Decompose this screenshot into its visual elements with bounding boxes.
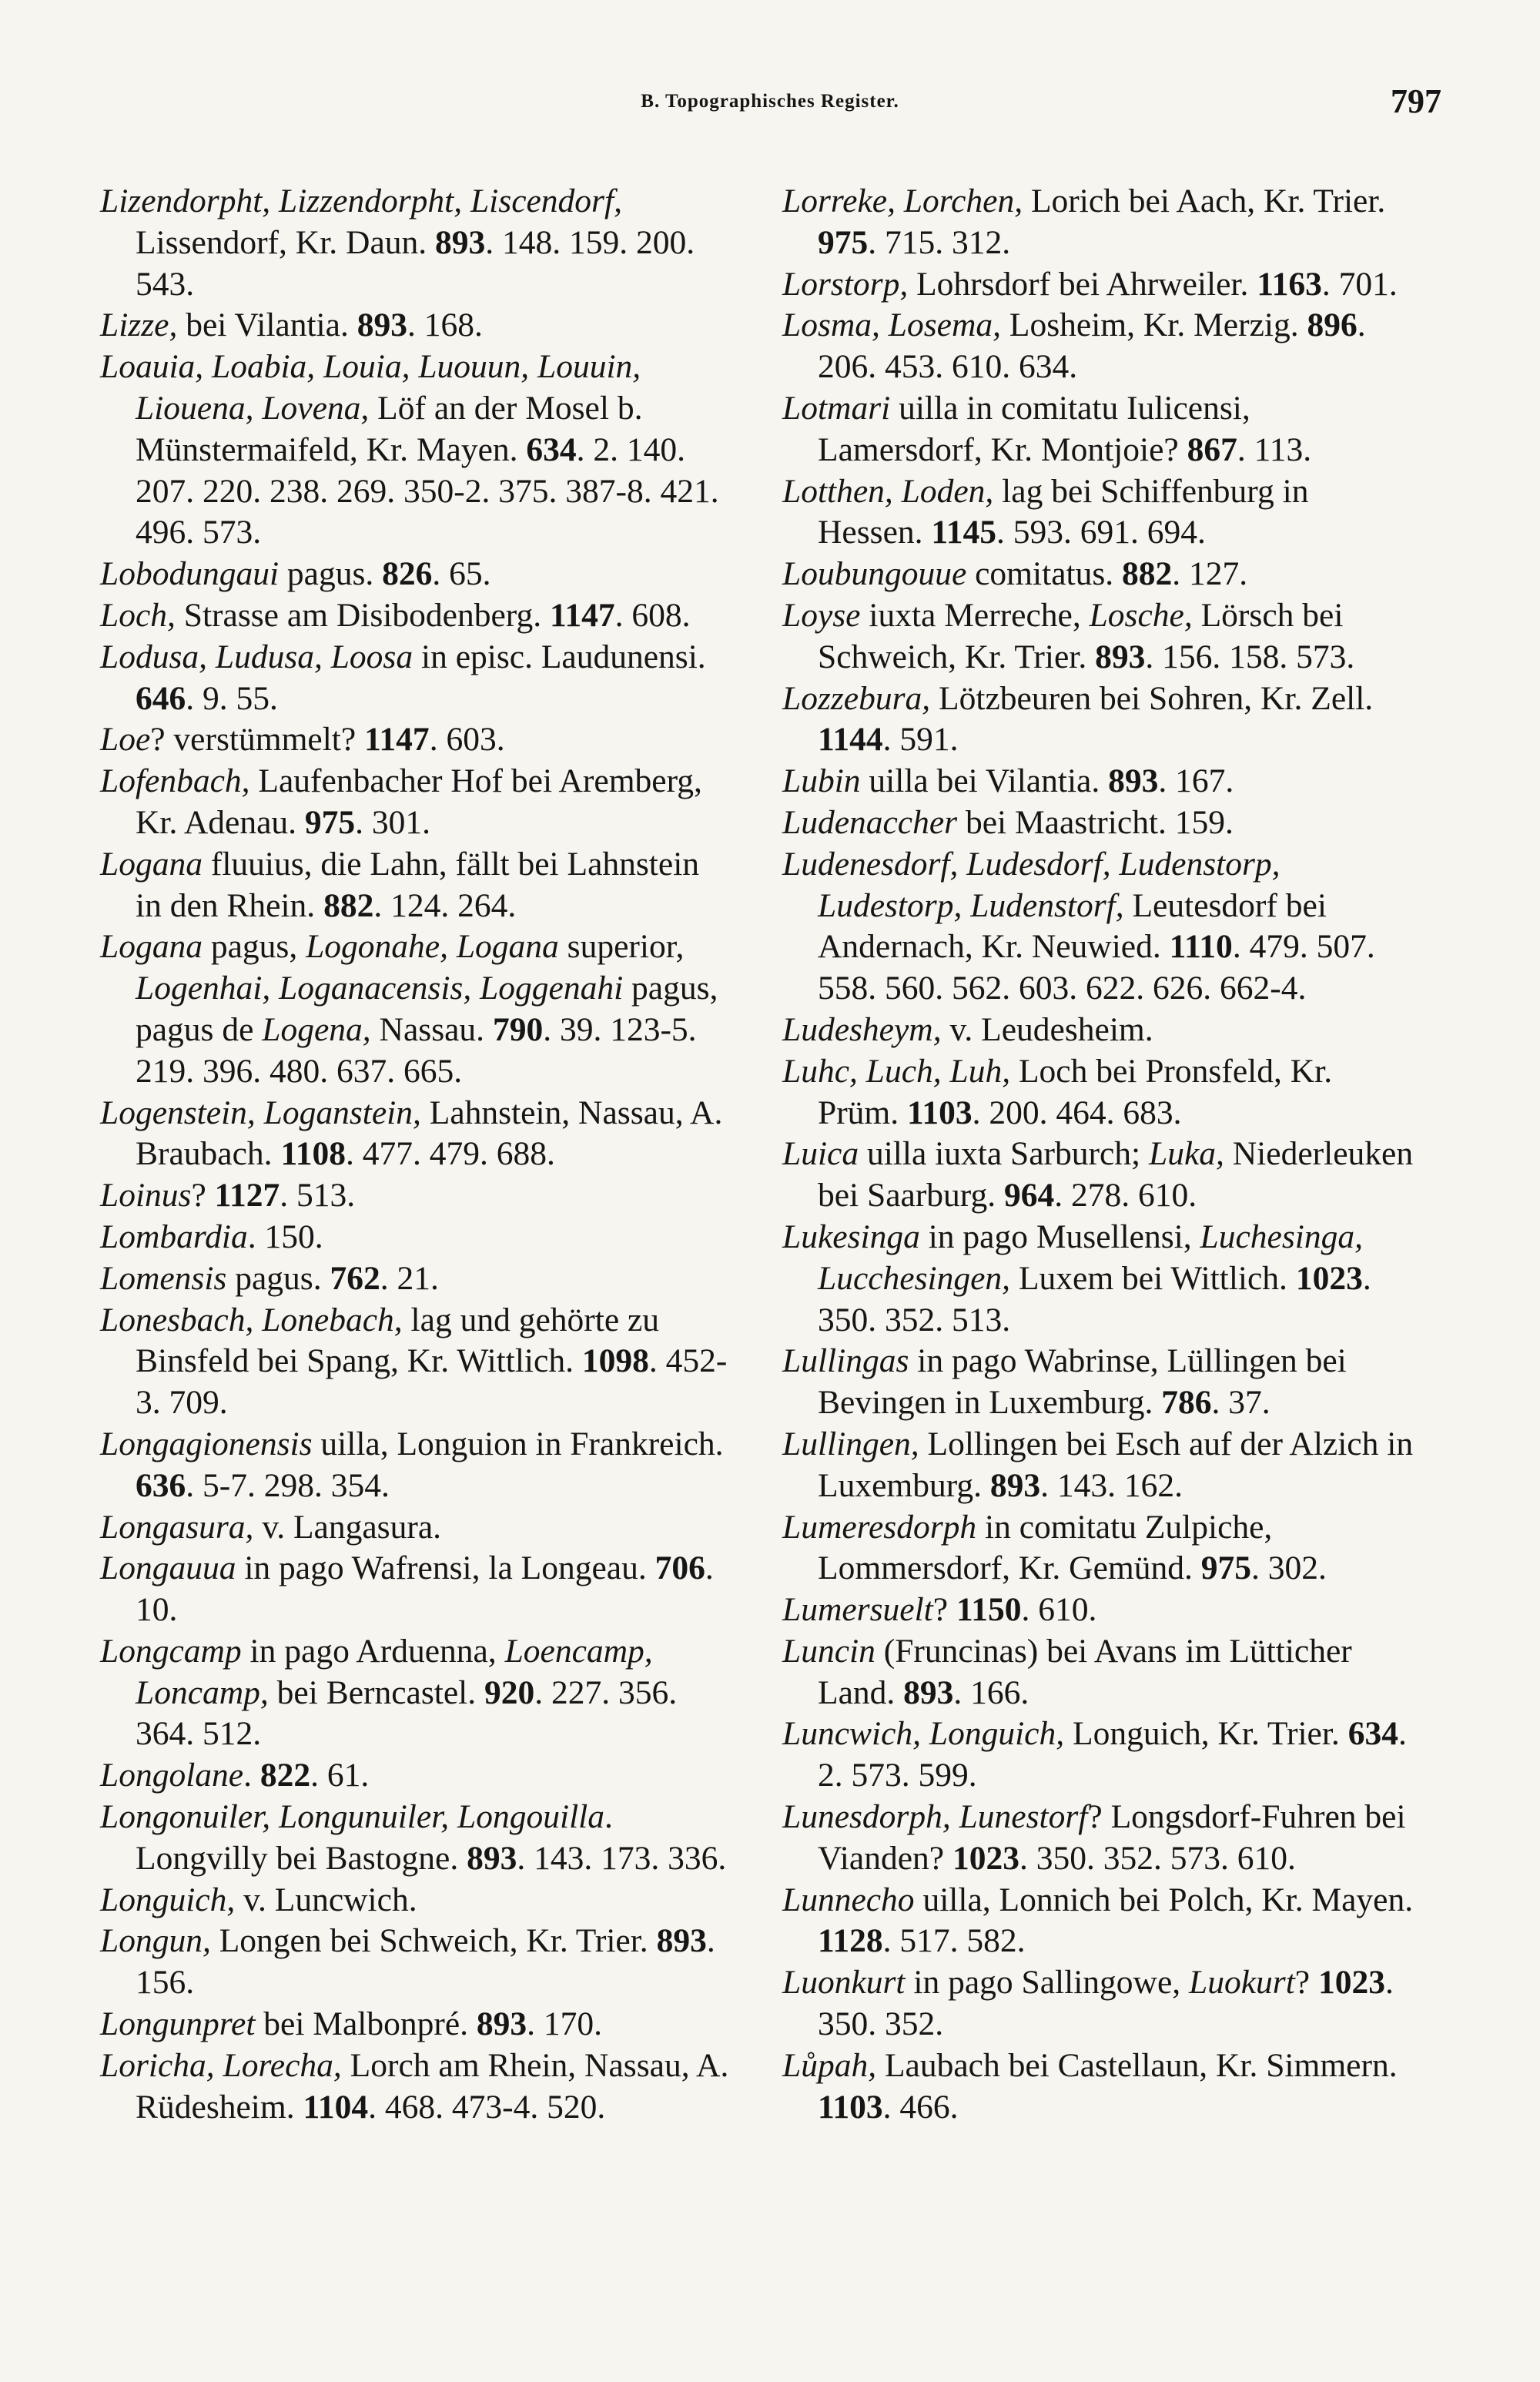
register-entry: Luica uilla iuxta Sarburch; Luka, Niederleuken bei Saarburg. 964. 278. 610.	[782, 1135, 1414, 1214]
register-entry: Longolane. 822. 61.	[100, 1757, 370, 1794]
register-entry: Loch, Strasse am Disibodenberg. 1147. 608.	[100, 596, 691, 634]
register-entry: Loauia, Loabia, Louia, Luouun, Louuin, Liouena, Lovena, Löf an der Mosel b. Münstermaifeld, Kr. Mayen. 634. 2. 140. 207. 220. 238. 269. 350-2. 375. 387-8. 421. 496. 573.	[100, 348, 719, 551]
register-entry: Lumeresdorph in comitatu Zulpiche, Lommersdorf, Kr. Gemünd. 975. 302.	[782, 1508, 1327, 1587]
register-entry: Lumersuelt? 1150. 610.	[782, 1591, 1097, 1629]
register-entry: Ludenaccher bei Maastricht. 159.	[782, 803, 1234, 841]
register-entry: Lotmari uilla in comitatu Iulicensi, Lamersdorf, Kr. Montjoie? 867. 113.	[782, 389, 1312, 468]
register-entry: Lukesinga in pago Musellensi, Luchesinga, Lucchesingen, Luxem bei Wittlich. 1023. 350. 352. 513.	[782, 1218, 1371, 1338]
register-entry: Longauua in pago Wafrensi, la Longeau. 706. 10.	[100, 1549, 714, 1629]
register-entry: Ludenesdorf, Ludesdorf, Ludenstorp, Ludestorp, Ludenstorf, Leutesdorf bei Andernach, Kr. Neuwied. 1110. 479. 507. 558. 560. 562. 603. 622. 626. 662-4.	[782, 845, 1375, 1007]
right-column	[782, 181, 1414, 2128]
register-entry: Lozzebura, Lötzbeuren bei Sohren, Kr. Zell. 1144. 591.	[782, 679, 1374, 759]
register-entry: Lonesbach, Lonebach, lag und gehörte zu Binsfeld bei Spang, Kr. Wittlich. 1098. 452-3. 709.	[100, 1301, 728, 1422]
register-entry: Longun, Longen bei Schweich, Kr. Trier. 893. 156.	[100, 1922, 715, 2002]
register-entry: Loricha, Lorecha, Lorch am Rhein, Nassau, A. Rüdesheim. 1104. 468. 473-4. 520.	[100, 2046, 729, 2126]
running-header: B. Topographisches Register.	[641, 91, 899, 112]
register-entry: Ludesheym, v. Leudesheim.	[782, 1010, 1153, 1048]
register-entry: Lombardia. 150.	[100, 1218, 323, 1255]
register-entry: Lunnecho uilla, Lonnich bei Polch, Kr. Mayen. 1128. 517. 582.	[782, 1881, 1414, 1960]
register-entry: Loubungouue comitatus. 882. 127.	[782, 555, 1248, 593]
register-entry: Lofenbach, Laufenbacher Hof bei Aremberg, Kr. Adenau. 975. 301.	[100, 762, 702, 841]
register-entry: Longasura, v. Langasura.	[100, 1508, 442, 1546]
register-entry: Loyse iuxta Merreche, Losche, Lörsch bei Schweich, Kr. Trier. 893. 156. 158. 573.	[782, 596, 1355, 675]
left-column	[100, 181, 732, 2128]
register-entry: Loe? verstümmelt? 1147. 603.	[100, 721, 505, 759]
register-entry: Loinus? 1127. 513.	[100, 1177, 356, 1214]
register-entry: Lorstorp, Lohrsdorf bei Ahrweiler. 1163. 701.	[782, 265, 1398, 303]
register-entry: Lorreke, Lorchen, Lorich bei Aach, Kr. Trier. 975. 715. 312.	[782, 183, 1386, 261]
register-entry: Lobodungaui pagus. 826. 65.	[100, 555, 491, 593]
register-entry: Lodusa, Ludusa, Loosa in episc. Laudunensi. 646. 9. 55.	[100, 638, 706, 717]
register-entry: Luncin (Fruncinas) bei Avans im Lütticher Land. 893. 166.	[782, 1632, 1352, 1711]
register-entry: Longunpret bei Malbonpré. 893. 170.	[100, 2005, 603, 2043]
register-entry: Lizendorpht, Lizzendorpht, Liscendorf, Lissendorf, Kr. Daun. 893. 148. 159. 200. 543.	[100, 183, 695, 303]
register-entry: Longonuiler, Longunuiler, Longouilla. Longvilly bei Bastogne. 893. 143. 173. 336.	[100, 1798, 727, 1877]
register-entry: Logana fluuius, die Lahn, fällt bei Lahnstein in den Rhein. 882. 124. 264.	[100, 845, 700, 924]
register-entry: Longagionensis uilla, Longuion in Frankreich. 636. 5-7. 298. 354.	[100, 1425, 724, 1504]
register-entry: Lomensis pagus. 762. 21.	[100, 1259, 439, 1297]
register-entry: Logenstein, Loganstein, Lahnstein, Nassau, A. Braubach. 1108. 477. 479. 688.	[100, 1094, 723, 1173]
register-entry: Logana pagus, Logonahe, Logana superior, Logenhai, Loganacensis, Loggenahi pagus, pagus de Logena, Nassau. 790. 39. 123-5. 219. 396. 480. 637. 665.	[100, 928, 718, 1090]
register-entry: Lullingas in pago Wabrinse, Lüllingen bei Bevingen in Luxemburg. 786. 37.	[782, 1342, 1347, 1422]
register-entry: Luhc, Luch, Luh, Loch bei Pronsfeld, Kr. Prüm. 1103. 200. 464. 683.	[782, 1052, 1333, 1131]
register-entry: Longcamp in pago Arduenna, Loencamp, Loncamp, bei Berncastel. 920. 227. 356. 364. 512.	[100, 1632, 678, 1753]
register-entry: Lullingen, Lollingen bei Esch auf der Alzich in Luxemburg. 893. 143. 162.	[782, 1425, 1414, 1504]
register-entry: Lunesdorph, Lunestorf? Longsdorf-Fuhren bei Vianden? 1023. 350. 352. 573. 610.	[782, 1798, 1406, 1877]
register-entry: Lubin uilla bei Vilantia. 893. 167.	[782, 762, 1234, 800]
page-number: 797	[1391, 82, 1441, 120]
register-entry: Lizze, bei Vilantia. 893. 168.	[100, 307, 483, 344]
register-entry: Losma, Losema, Losheim, Kr. Merzig. 896. 206. 453. 610. 634.	[782, 307, 1366, 386]
register-entry: Lotthen, Loden, lag bei Schiffenburg in Hessen. 1145. 593. 691. 694.	[782, 472, 1309, 551]
register-entry: Luncwich, Longuich, Longuich, Kr. Trier. 634. 2. 573. 599.	[782, 1715, 1407, 1794]
register-entry: Longuich, v. Luncwich.	[100, 1881, 417, 1918]
register-entry: Lůpah, Laubach bei Castellaun, Kr. Simmern. 1103. 466.	[782, 2046, 1398, 2126]
register-entry: Luonkurt in pago Sallingowe, Luokurt? 1023. 350. 352.	[782, 1964, 1394, 2043]
